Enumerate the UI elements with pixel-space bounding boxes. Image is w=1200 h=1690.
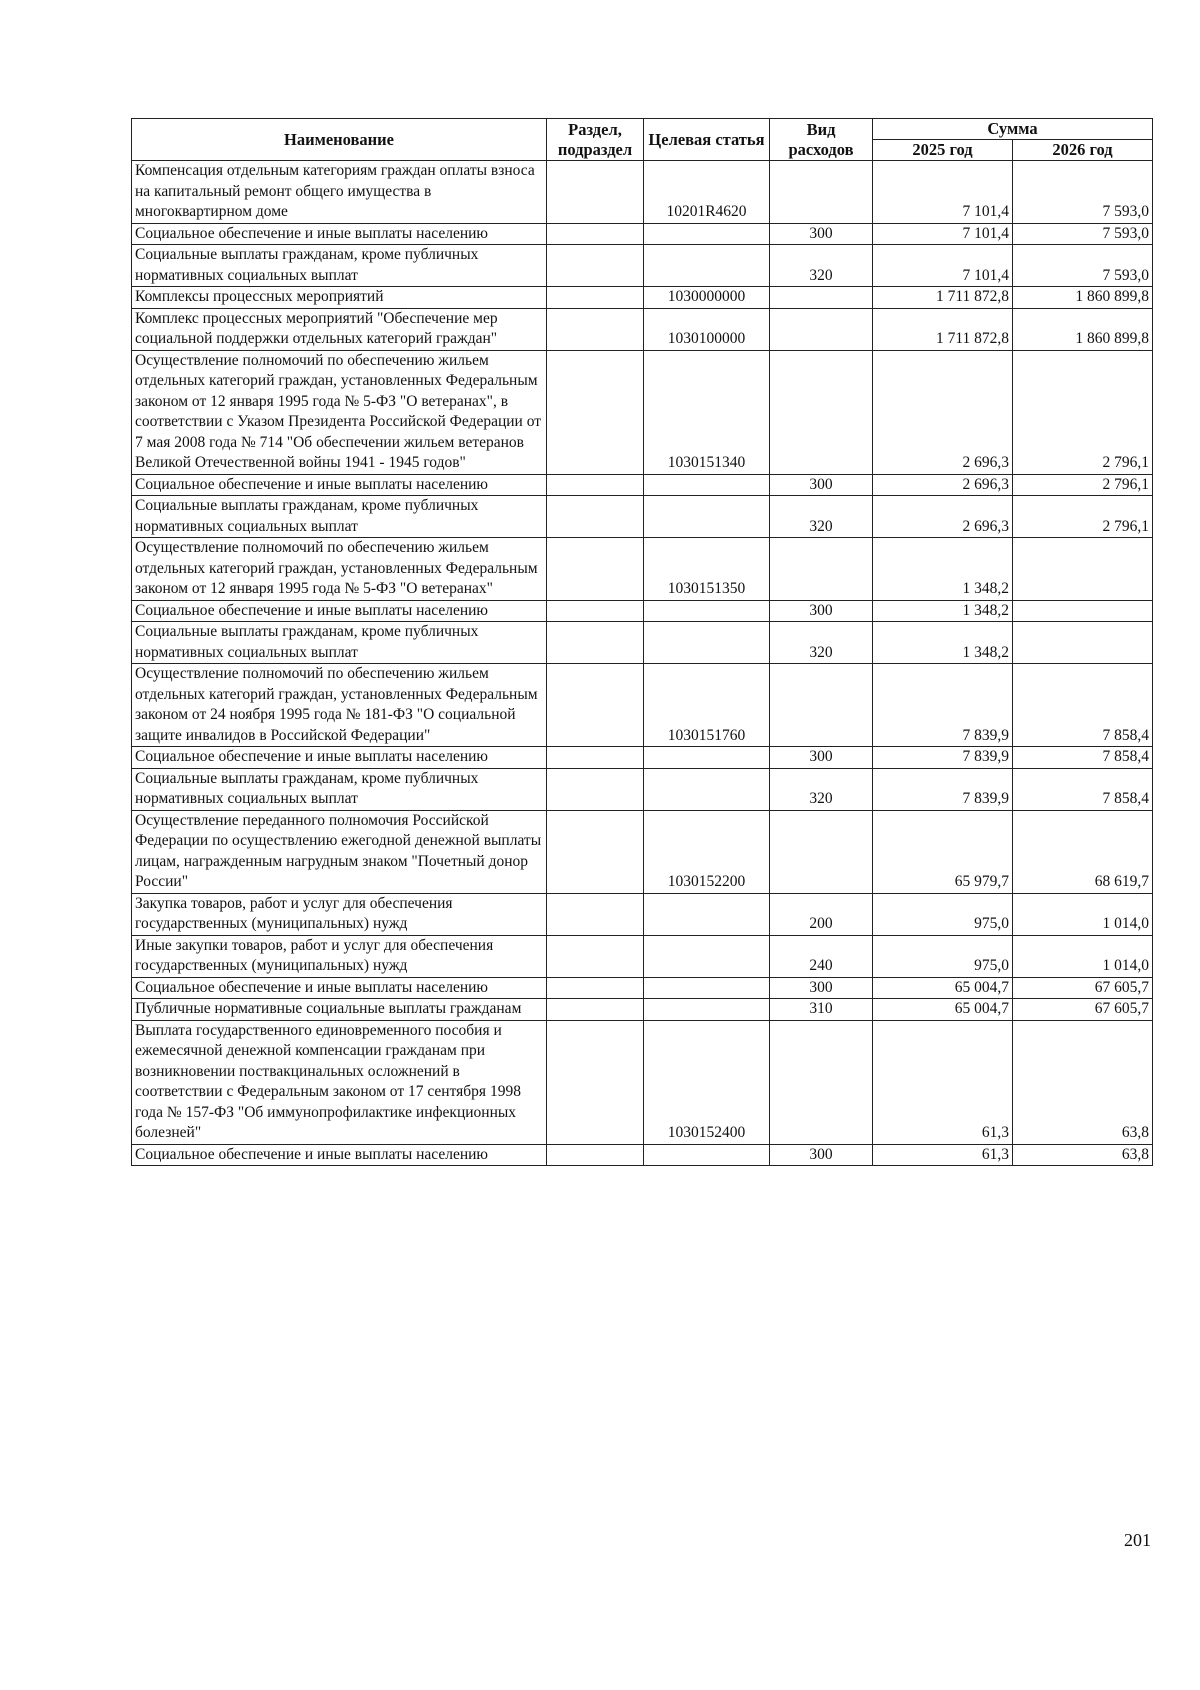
cell-target xyxy=(644,223,770,245)
cell-kind: 300 xyxy=(770,474,873,496)
header-name: Наименование xyxy=(132,119,547,161)
cell-name: Социальные выплаты гражданам, кроме публичных нормативных социальных выплат xyxy=(132,768,547,810)
cell-section xyxy=(547,161,644,224)
cell-section xyxy=(547,223,644,245)
cell-kind xyxy=(770,161,873,224)
header-section: Раздел, подраздел xyxy=(547,119,644,161)
table-row xyxy=(132,935,1153,977)
cell-2026: 2 796,1 xyxy=(1013,496,1153,538)
cell-2025: 7 839,9 xyxy=(873,664,1013,747)
cell-2025: 61,3 xyxy=(873,1020,1013,1144)
cell-2025: 7 839,9 xyxy=(873,768,1013,810)
cell-kind: 300 xyxy=(770,600,873,622)
cell-kind: 300 xyxy=(770,977,873,999)
cell-kind xyxy=(770,810,873,893)
cell-kind: 240 xyxy=(770,935,873,977)
cell-section xyxy=(547,350,644,474)
cell-name: Социальное обеспечение и иные выплаты населению xyxy=(132,223,547,245)
cell-section xyxy=(547,622,644,664)
cell-name: Осуществление переданного полномочия Российской Федерации по осуществлению ежегодной денежной выплаты лицам, награжденным нагрудным знаком "Почетный донор России" xyxy=(132,810,547,893)
cell-target xyxy=(644,768,770,810)
cell-2026: 1 860 899,8 xyxy=(1013,287,1153,309)
cell-2026: 63,8 xyxy=(1013,1144,1153,1166)
header-year-2025: 2025 год xyxy=(873,140,1013,161)
cell-section xyxy=(547,308,644,350)
cell-target xyxy=(644,935,770,977)
cell-2025: 1 711 872,8 xyxy=(873,287,1013,309)
cell-2026: 1 014,0 xyxy=(1013,935,1153,977)
page-number: 201 xyxy=(1124,1530,1151,1550)
table-row xyxy=(132,747,1153,769)
table-row xyxy=(132,768,1153,810)
cell-target xyxy=(644,977,770,999)
cell-name: Иные закупки товаров, работ и услуг для обеспечения государственных (муниципальных) нужд xyxy=(132,935,547,977)
cell-section xyxy=(547,245,644,287)
cell-section xyxy=(547,810,644,893)
cell-kind: 320 xyxy=(770,496,873,538)
cell-name: Комплексы процессных мероприятий xyxy=(132,287,547,309)
cell-2026: 2 796,1 xyxy=(1013,474,1153,496)
cell-name: Социальные выплаты гражданам, кроме публичных нормативных социальных выплат xyxy=(132,622,547,664)
cell-kind xyxy=(770,287,873,309)
cell-2025: 1 348,2 xyxy=(873,538,1013,601)
cell-target: 10201R4620 xyxy=(644,161,770,224)
cell-target: 1030151760 xyxy=(644,664,770,747)
cell-name: Публичные нормативные социальные выплаты гражданам xyxy=(132,999,547,1021)
cell-target xyxy=(644,474,770,496)
table-body xyxy=(132,161,1153,1166)
cell-section xyxy=(547,664,644,747)
cell-2026: 1 014,0 xyxy=(1013,893,1153,935)
cell-2025: 7 101,4 xyxy=(873,161,1013,224)
cell-kind xyxy=(770,308,873,350)
cell-target xyxy=(644,893,770,935)
cell-kind xyxy=(770,1020,873,1144)
table-header xyxy=(132,119,1153,161)
cell-kind: 200 xyxy=(770,893,873,935)
cell-kind: 300 xyxy=(770,747,873,769)
cell-name: Осуществление полномочий по обеспечению жильем отдельных категорий граждан, установленных Федеральным законом от 12 января 1995 года № 5-ФЗ "О ветеранах", в соответствии с Указом Президента Российской Федерации от 7 мая 2008 года № 714 "Об обеспечении жильем ветеранов Великой Отечественной войны 1941 - 1945 годов" xyxy=(132,350,547,474)
table-row xyxy=(132,893,1153,935)
cell-2026: 67 605,7 xyxy=(1013,999,1153,1021)
cell-2026: 7 593,0 xyxy=(1013,245,1153,287)
table-row xyxy=(132,622,1153,664)
cell-name: Социальное обеспечение и иные выплаты населению xyxy=(132,747,547,769)
cell-2025: 2 696,3 xyxy=(873,350,1013,474)
cell-2025: 65 004,7 xyxy=(873,977,1013,999)
cell-target: 1030152200 xyxy=(644,810,770,893)
cell-2026: 7 593,0 xyxy=(1013,223,1153,245)
table-row xyxy=(132,977,1153,999)
cell-kind xyxy=(770,350,873,474)
cell-2026 xyxy=(1013,600,1153,622)
cell-2025: 7 101,4 xyxy=(873,245,1013,287)
cell-target: 1030151340 xyxy=(644,350,770,474)
table-row xyxy=(132,1020,1153,1144)
cell-2026: 7 593,0 xyxy=(1013,161,1153,224)
cell-name: Социальное обеспечение и иные выплаты населению xyxy=(132,474,547,496)
header-sum: Сумма xyxy=(873,119,1153,140)
cell-kind xyxy=(770,664,873,747)
cell-name: Социальные выплаты гражданам, кроме публичных нормативных социальных выплат xyxy=(132,496,547,538)
cell-2026: 68 619,7 xyxy=(1013,810,1153,893)
cell-2026: 7 858,4 xyxy=(1013,768,1153,810)
cell-2026: 63,8 xyxy=(1013,1020,1153,1144)
cell-name: Социальное обеспечение и иные выплаты населению xyxy=(132,1144,547,1166)
cell-2025: 975,0 xyxy=(873,935,1013,977)
cell-2025: 7 101,4 xyxy=(873,223,1013,245)
cell-2025: 2 696,3 xyxy=(873,474,1013,496)
cell-2025: 1 348,2 xyxy=(873,600,1013,622)
header-kind: Вид расходов xyxy=(770,119,873,161)
cell-name: Социальное обеспечение и иные выплаты населению xyxy=(132,600,547,622)
cell-name: Закупка товаров, работ и услуг для обеспечения государственных (муниципальных) нужд xyxy=(132,893,547,935)
header-target: Целевая статья xyxy=(644,119,770,161)
table-row xyxy=(132,350,1153,474)
cell-target xyxy=(644,622,770,664)
cell-kind: 320 xyxy=(770,768,873,810)
table-row xyxy=(132,1144,1153,1166)
cell-2026 xyxy=(1013,622,1153,664)
table-row xyxy=(132,287,1153,309)
table-row xyxy=(132,999,1153,1021)
cell-kind: 310 xyxy=(770,999,873,1021)
table-row xyxy=(132,664,1153,747)
cell-section xyxy=(547,1144,644,1166)
cell-target xyxy=(644,747,770,769)
table-row xyxy=(132,161,1153,224)
cell-section xyxy=(547,287,644,309)
cell-2026: 2 796,1 xyxy=(1013,350,1153,474)
cell-2026 xyxy=(1013,538,1153,601)
budget-table xyxy=(131,118,1153,1166)
table-row xyxy=(132,474,1153,496)
cell-target xyxy=(644,1144,770,1166)
cell-kind: 300 xyxy=(770,1144,873,1166)
cell-target xyxy=(644,245,770,287)
cell-name: Компенсация отдельным категориям граждан оплаты взноса на капитальный ремонт общего имущества в многоквартирном доме xyxy=(132,161,547,224)
table-row xyxy=(132,308,1153,350)
cell-2026: 7 858,4 xyxy=(1013,664,1153,747)
table-row xyxy=(132,496,1153,538)
cell-name: Выплата государственного единовременного пособия и ежемесячной денежной компенсации гражданам при возникновении поствакцинальных осложнений в соответствии с Федеральным законом от 17 сентября 1998 года № 157-ФЗ "Об иммунопрофилактике инфекционных болезней" xyxy=(132,1020,547,1144)
table-row xyxy=(132,810,1153,893)
cell-name: Комплекс процессных мероприятий "Обеспечение мер социальной поддержки отдельных категорий граждан" xyxy=(132,308,547,350)
cell-section xyxy=(547,1020,644,1144)
cell-section xyxy=(547,999,644,1021)
cell-2025: 65 004,7 xyxy=(873,999,1013,1021)
cell-2025: 61,3 xyxy=(873,1144,1013,1166)
cell-target: 1030100000 xyxy=(644,308,770,350)
cell-section xyxy=(547,538,644,601)
cell-kind: 320 xyxy=(770,245,873,287)
cell-target: 1030000000 xyxy=(644,287,770,309)
cell-kind xyxy=(770,538,873,601)
table-row xyxy=(132,245,1153,287)
table-row xyxy=(132,600,1153,622)
cell-section xyxy=(547,768,644,810)
table-row xyxy=(132,223,1153,245)
cell-2026: 67 605,7 xyxy=(1013,977,1153,999)
cell-target xyxy=(644,999,770,1021)
cell-target: 1030151350 xyxy=(644,538,770,601)
cell-name: Социальные выплаты гражданам, кроме публичных нормативных социальных выплат xyxy=(132,245,547,287)
cell-section xyxy=(547,747,644,769)
cell-section xyxy=(547,474,644,496)
cell-section xyxy=(547,977,644,999)
table-row xyxy=(132,538,1153,601)
cell-2025: 1 711 872,8 xyxy=(873,308,1013,350)
cell-kind: 300 xyxy=(770,223,873,245)
cell-section xyxy=(547,935,644,977)
cell-2026: 7 858,4 xyxy=(1013,747,1153,769)
cell-name: Социальное обеспечение и иные выплаты населению xyxy=(132,977,547,999)
cell-2025: 65 979,7 xyxy=(873,810,1013,893)
header-year-2026: 2026 год xyxy=(1013,140,1153,161)
cell-2025: 1 348,2 xyxy=(873,622,1013,664)
cell-name: Осуществление полномочий по обеспечению жильем отдельных категорий граждан, установленных Федеральным законом от 24 ноября 1995 года № 181-ФЗ "О социальной защите инвалидов в Российской Федерации" xyxy=(132,664,547,747)
cell-target: 1030152400 xyxy=(644,1020,770,1144)
cell-target xyxy=(644,600,770,622)
cell-target xyxy=(644,496,770,538)
cell-section xyxy=(547,496,644,538)
cell-2025: 975,0 xyxy=(873,893,1013,935)
cell-2026: 1 860 899,8 xyxy=(1013,308,1153,350)
cell-name: Осуществление полномочий по обеспечению жильем отдельных категорий граждан, установленных Федеральным законом от 12 января 1995 года № 5-ФЗ "О ветеранах" xyxy=(132,538,547,601)
cell-2025: 2 696,3 xyxy=(873,496,1013,538)
cell-kind: 320 xyxy=(770,622,873,664)
cell-2025: 7 839,9 xyxy=(873,747,1013,769)
cell-section xyxy=(547,893,644,935)
cell-section xyxy=(547,600,644,622)
